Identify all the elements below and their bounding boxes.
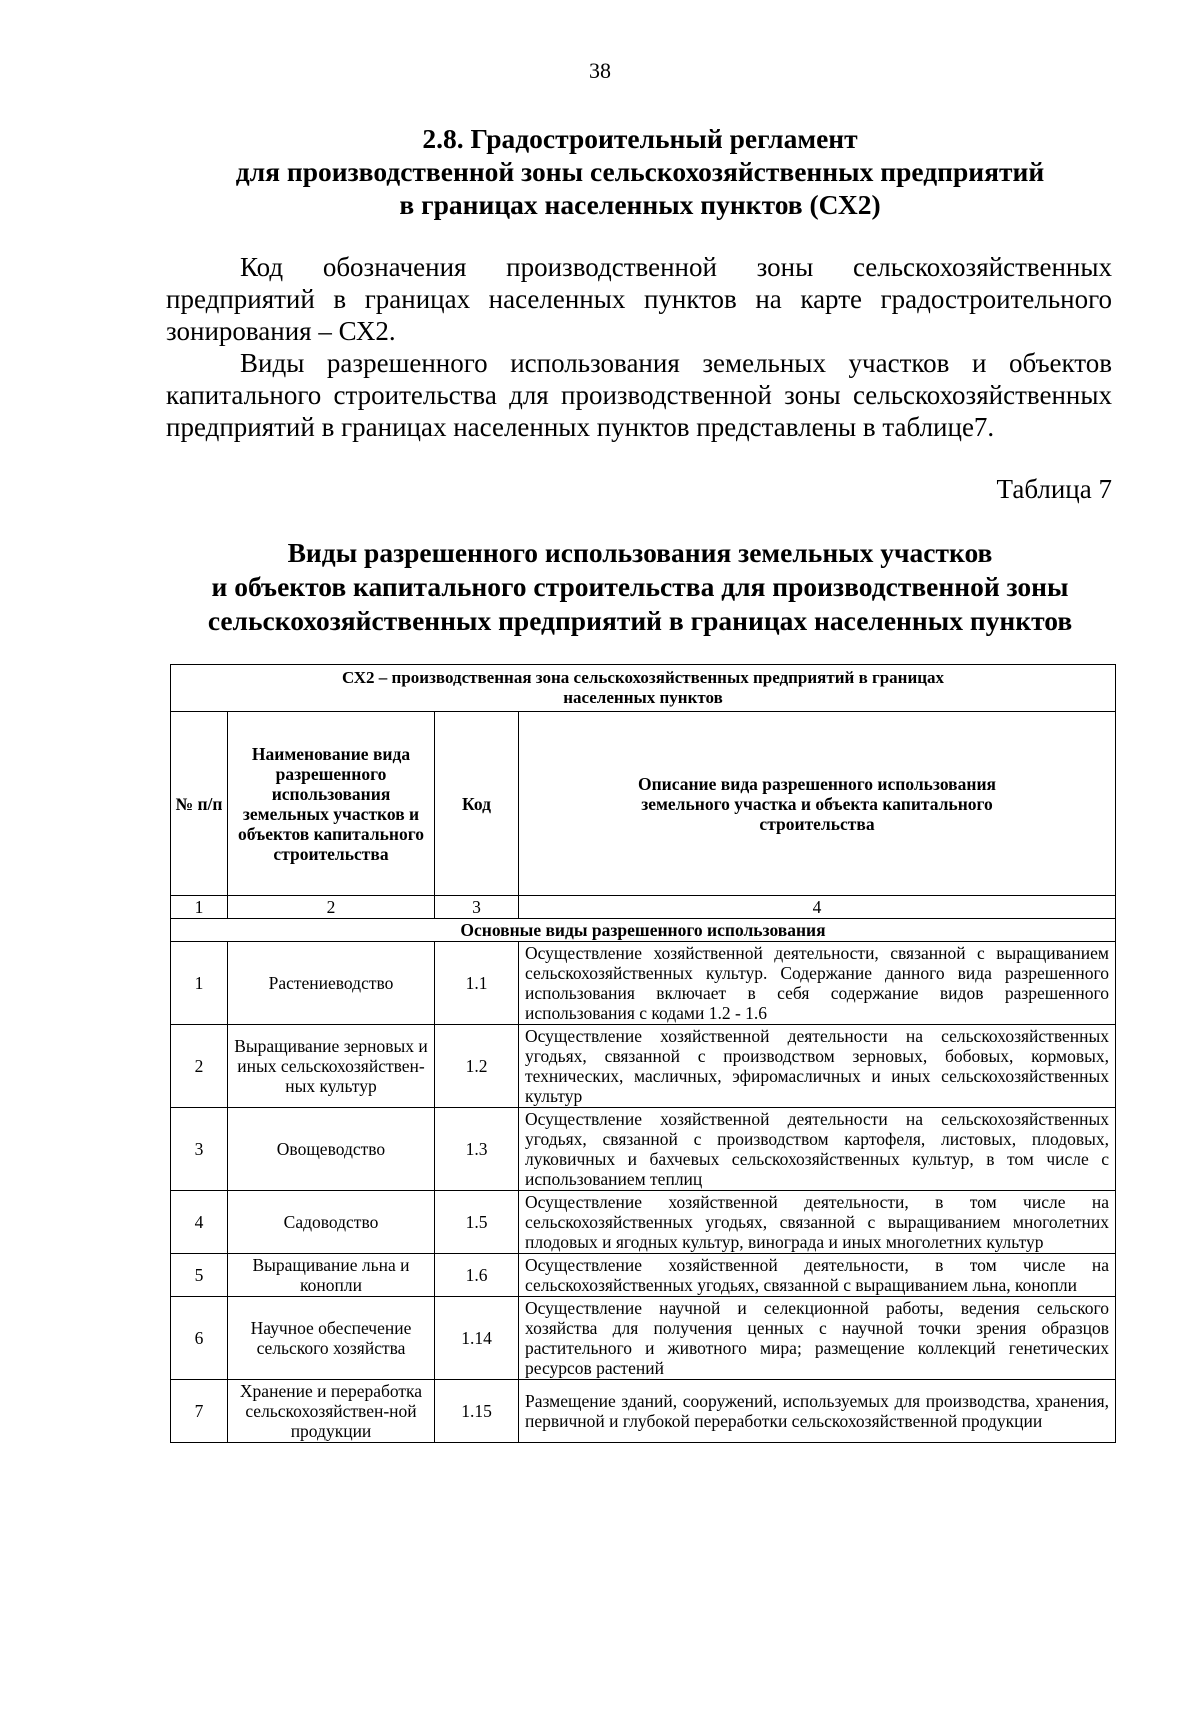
header-name: Наименование вида разрешенного использования земельных участков и объектов капитального строительства <box>228 712 435 896</box>
row-description: Осуществление хозяйственной деятельности на сельскохозяйственных угодьях, связанной с производством зерновых, бобовых, кормовых, технических, масличных, эфиромасличных и иных сельскохозяйственных культур <box>519 1025 1116 1108</box>
table-row <box>171 1191 1116 1254</box>
row-name: Хранение и переработка сельскохозяйствен-ной продукции <box>228 1380 435 1443</box>
row-code: 1.1 <box>435 942 519 1025</box>
section-heading <box>160 122 1120 221</box>
row-name: Овощеводство <box>228 1108 435 1191</box>
paragraph-zone-code-text: Код обозначения производственной зоны сельскохозяйственных предприятий в границах населенных пунктов на карте градостроительного зонирования – СХ2. <box>166 252 1112 346</box>
row-name: Выращивание льна и конопли <box>228 1254 435 1297</box>
row-num: 3 <box>171 1108 228 1191</box>
table-title <box>160 536 1120 638</box>
row-name: Научное обеспечение сельского хозяйства <box>228 1297 435 1380</box>
section-row <box>171 919 1116 942</box>
table-title-line-2: и объектов капитального строительства для производственной зоны <box>211 571 1069 602</box>
table-row <box>171 942 1116 1025</box>
zone-header-cell: СХ2 – производственная зона сельскохозяйственных предприятий в границах населенных пунктов <box>171 665 1116 712</box>
table-row <box>171 1254 1116 1297</box>
column-header-row <box>171 712 1116 896</box>
row-num: 7 <box>171 1380 228 1443</box>
table-row <box>171 1380 1116 1443</box>
table-label: Таблица 7 <box>996 474 1112 504</box>
row-code: 1.6 <box>435 1254 519 1297</box>
paragraph-permitted-uses-text: Виды разрешенного использования земельных участков и объектов капитального строительства для производственной зоны сельскохозяйственных предприятий в границах населенных пунктов представлены в таблице7. <box>166 348 1112 442</box>
row-code: 1.2 <box>435 1025 519 1108</box>
row-code: 1.14 <box>435 1297 519 1380</box>
row-description: Осуществление хозяйственной деятельности, в том числе на сельскохозяйственных угодьях, связанной с выращиванием льна, конопли <box>519 1254 1116 1297</box>
row-description: Осуществление хозяйственной деятельности, в том числе на сельскохозяйственных угодьях, связанной с выращиванием многолетних плодовых и ягодных культур, винограда и иных многолетних культур <box>519 1191 1116 1254</box>
row-name: Садоводство <box>228 1191 435 1254</box>
row-num: 2 <box>171 1025 228 1108</box>
row-num: 5 <box>171 1254 228 1297</box>
row-name: Растениеводство <box>228 942 435 1025</box>
section-title: Основные виды разрешенного использования <box>171 919 1116 942</box>
row-num: 1 <box>171 942 228 1025</box>
header-num: № п/п <box>171 712 228 896</box>
table-title-line-1: Виды разрешенного использования земельных участков <box>287 537 993 568</box>
column-number-1: 1 <box>171 896 228 919</box>
paragraph-zone-code <box>166 251 1112 347</box>
row-description: Осуществление хозяйственной деятельности, связанной с выращиванием сельскохозяйственных культур. Содержание данного вида разрешенного использования включает в себя содержание видов разрешенного использования с кодами 1.2 - 1.6 <box>519 942 1116 1025</box>
paragraph-permitted-uses <box>166 347 1112 443</box>
row-description: Осуществление научной и селекционной работы, ведения сельского хозяйства для получения ценных с научной точки зрения образцов растительного и животного мира; размещение коллекций генетических ресурсов растений <box>519 1297 1116 1380</box>
table-row <box>171 1108 1116 1191</box>
column-number-2: 2 <box>228 896 435 919</box>
row-code: 1.15 <box>435 1380 519 1443</box>
section-heading-line-3: в границах населенных пунктов (СХ2) <box>399 189 881 220</box>
row-name: Выращивание зерновых и иных сельскохозяйствен-ных культур <box>228 1025 435 1108</box>
table-row <box>171 1025 1116 1108</box>
section-heading-line-2: для производственной зоны сельскохозяйственных предприятий <box>235 156 1045 187</box>
column-number-3: 3 <box>435 896 519 919</box>
row-num: 6 <box>171 1297 228 1380</box>
table-row <box>171 1297 1116 1380</box>
permitted-uses-table <box>170 664 1116 1443</box>
column-numbers-row <box>171 896 1116 919</box>
row-description: Осуществление хозяйственной деятельности на сельскохозяйственных угодьях, связанной с производством картофеля, листовых, плодовых, луковичных и бахчевых сельскохозяйственных культур, в том числе с использованием теплиц <box>519 1108 1116 1191</box>
section-heading-line-1: 2.8. Градостроительный регламент <box>422 123 858 154</box>
row-code: 1.3 <box>435 1108 519 1191</box>
row-num: 4 <box>171 1191 228 1254</box>
table-title-line-3: сельскохозяйственных предприятий в границах населенных пунктов <box>207 605 1073 636</box>
column-number-4: 4 <box>519 896 1116 919</box>
row-code: 1.5 <box>435 1191 519 1254</box>
zone-header-row <box>171 665 1116 712</box>
page-number: 38 <box>589 58 611 83</box>
header-description: Описание вида разрешенного использования земельного участка и объекта капитального строительства <box>519 712 1116 896</box>
header-code: Код <box>435 712 519 896</box>
row-description: Размещение зданий, сооружений, используемых для производства, хранения, первичной и глубокой переработки сельскохозяйственной продукции <box>519 1380 1116 1443</box>
